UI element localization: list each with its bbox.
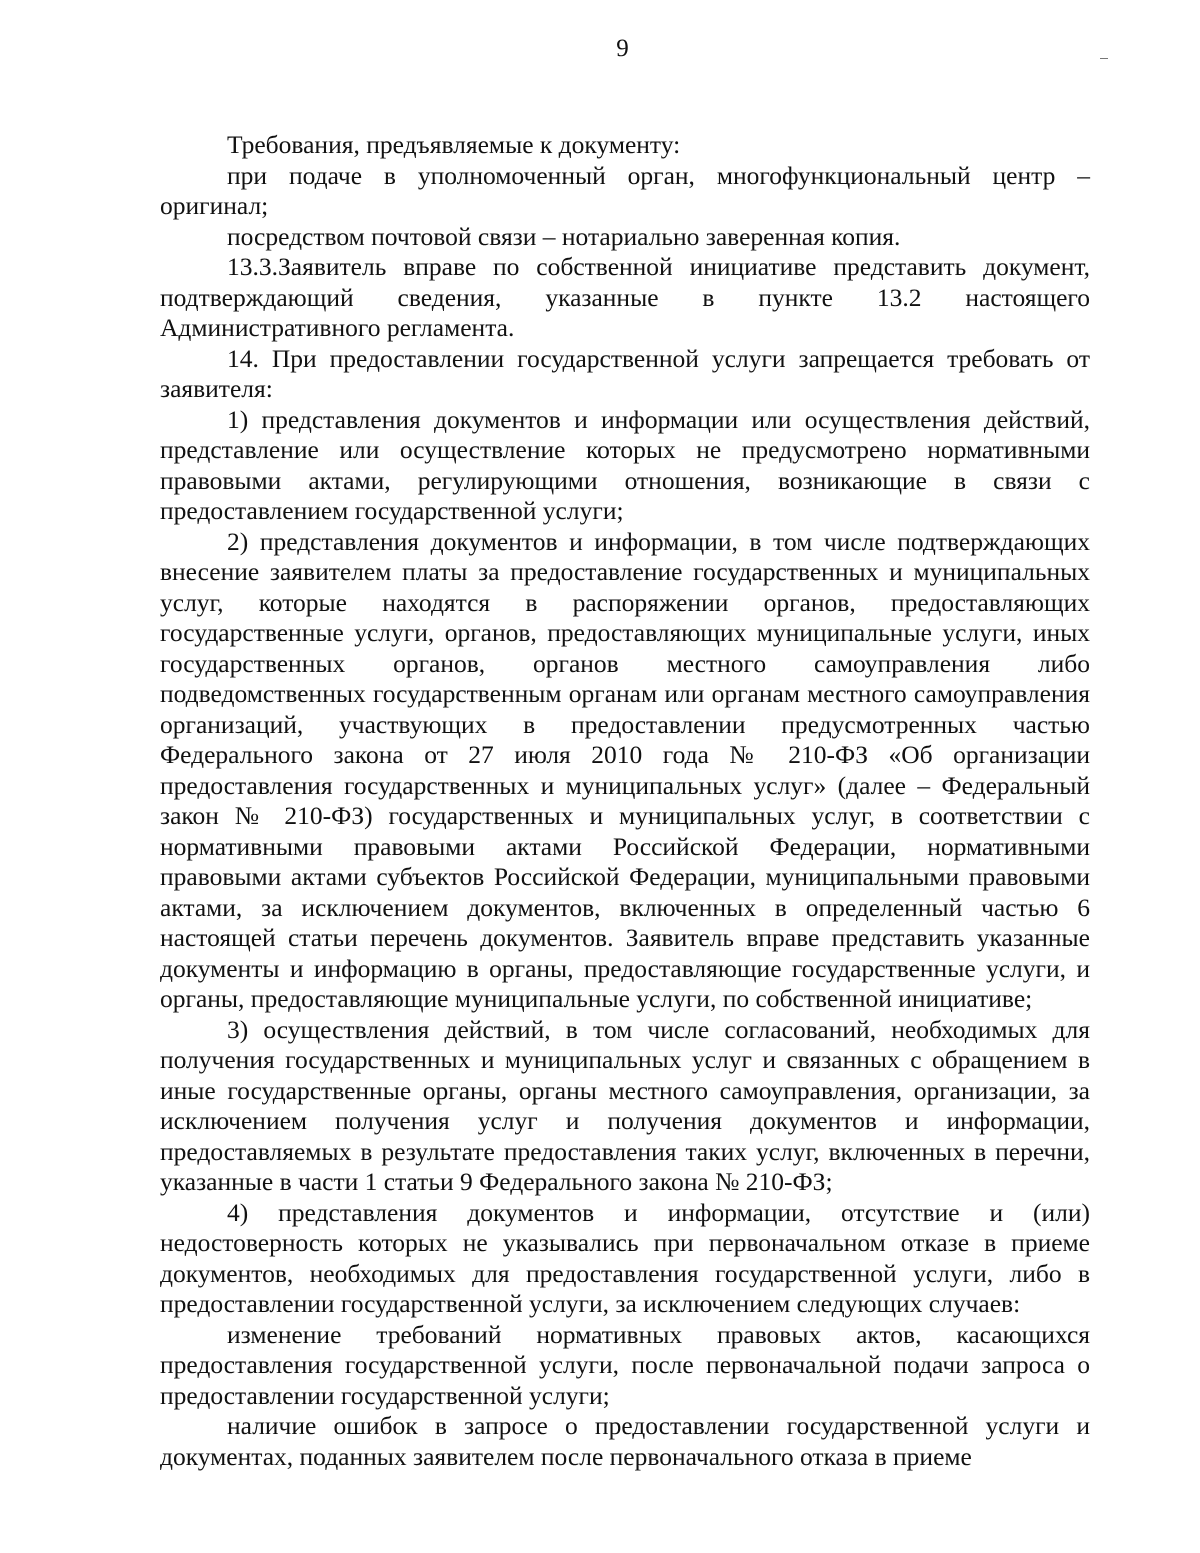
paragraph-exception-requirements-change: изменение требований нормативных правовых актов, касающихся предоставления государственной услуги, после первоначальной подачи запроса о предоставлении государственной услуги; [160,1319,1090,1410]
paragraph-14-item-2: 2) представления документов и информации, в том числе подтверждающих внесение заявителем платы за предоставление государственных и муниципальных услуг, которые находятся в распоряжении органов, предоставляющих государственные услуги, органов, предоставляющих муниципальные услуги, иных государственных органов, органов местного самоуправления либо подведомственных государственным органам или органам местного самоуправления организаций, участвующих в предоставлении предусмотренных частью Федерального закона от 27 июля 2010 года № 210-ФЗ «Об организации предоставления государственных и муниципальных услуг» (далее – Федеральный закон № 210-ФЗ) государственных и муниципальных услуг, в соответствии с нормативными правовыми актами Российской Федерации, нормативными правовыми актами субъектов Российской Федерации, муниципальными правовыми актами, за исключением документов, включенных в определенный частью 6 настоящей статьи перечень документов. Заявитель вправе представить указанные документы и информацию в органы, предоставляющие государственные услуги, и органы, предоставляющие муниципальные услуги, по собственной инициативе; [160,526,1090,1013]
paragraph-14-item-3: 3) осуществления действий, в том числе согласований, необходимых для получения государственных и муниципальных услуг и связанных с обращением в иные государственные органы, органы местного самоуправления, организации, за исключением получения услуг и получения документов и информации, предоставляемых в результате предоставления таких услуг, включенных в перечни, указанные в части 1 статьи 9 Федерального закона № 210-ФЗ; [160,1014,1090,1196]
paragraph-13-3: 13.3.Заявитель вправе по собственной инициативе представить документ, подтверждающий сведения, указанные в пункте 13.2 настоящего Административного регламента. [160,252,1090,342]
scan-mark [1100,58,1108,59]
paragraph-14: 14. При предоставлении государственной услуги запрещается требовать от заявителя: [160,343,1090,403]
page-number: 9 [616,35,629,62]
paragraph-postal-copy: посредством почтовой связи – нотариально заверенная копия. [227,221,901,251]
document-body [160,130,1090,1472]
paragraph-14-item-1: 1) представления документов и информации или осуществления действий, представление или осуществление которых не предусмотрено нормативными правовыми актами, регулирующими отношения, возникающие в связи с предоставлением государственной услуги; [160,404,1090,525]
paragraph-14-item-4: 4) представления документов и информации, отсутствие и (или) недостоверность которых не указывались при первоначальном отказе в приеме документов, необходимых для предоставления государственной услуги, либо в предоставлении государственной услуги, за исключением следующих случаев: [160,1197,1090,1318]
paragraph-exception-errors: наличие ошибок в запросе о предоставлении государственной услуги и документах, поданных заявителем после первоначального отказа в приеме [160,1411,1090,1471]
paragraph-original-submission: при подаче в уполномоченный орган, многофункциональный центр – оригинал; [160,160,1090,220]
paragraph-requirements-heading: Требования, предъявляемые к документу: [227,130,681,159]
